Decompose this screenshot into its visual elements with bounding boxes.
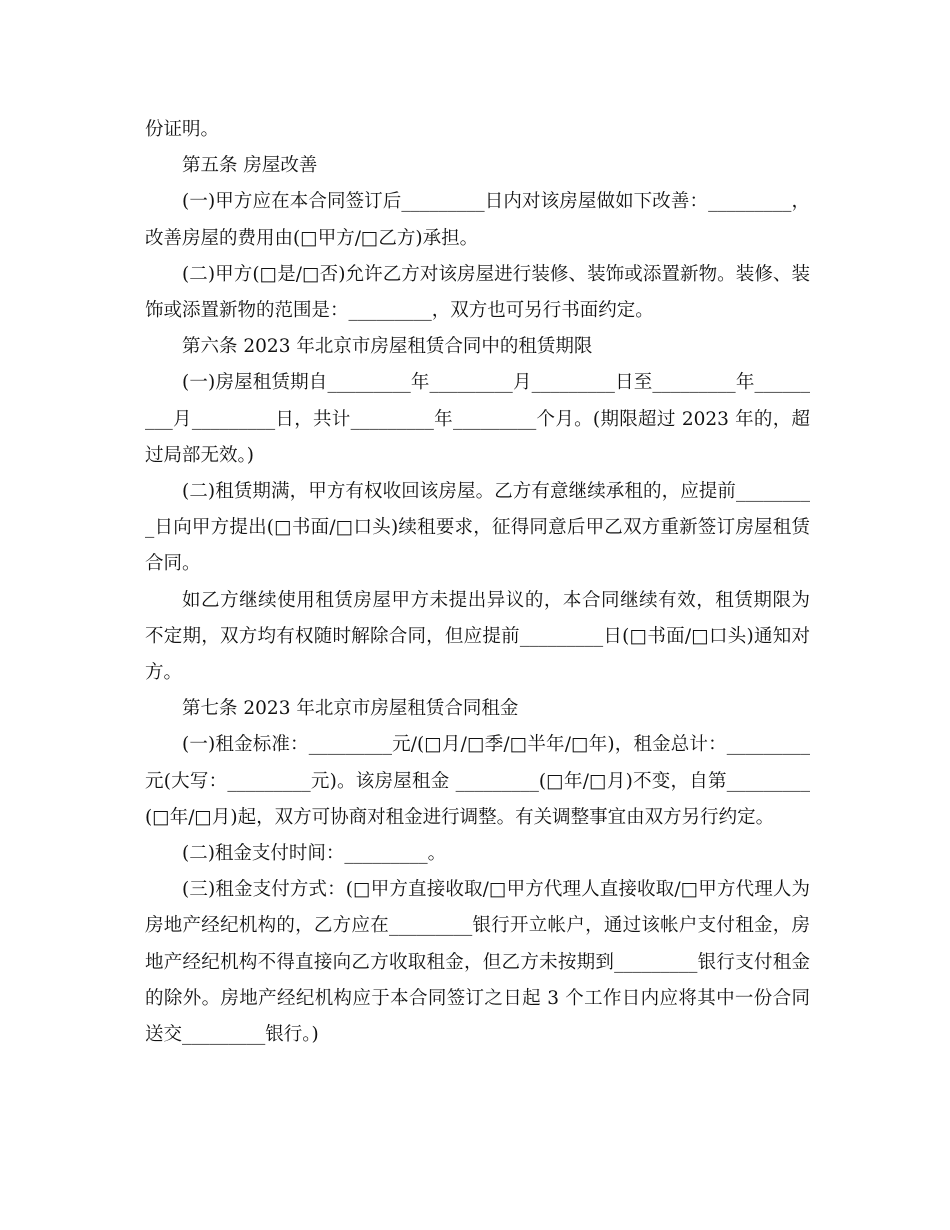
paragraph: 如乙方继续使用租赁房屋甲方未提出异议的，本合同继续有效，租赁期限为不定期，双方均有权随时解除合同，但应提前_________日(□书面/□口头)通知对方。 xyxy=(145,589,810,684)
paragraph: (一)租金标准：_________元/(□月/□季/□半年/□年)，租金总计：_________元(大写：_________元)。该房屋租金 _________(□年/□月)不变，自第_________(□年/□月)起，双方可协商对租金进行调整。有关调整事宜由双方另行约定。 xyxy=(145,734,810,828)
section-heading: 第六条 2023 年北京市房屋租赁合同中的租赁期限 xyxy=(182,336,593,358)
paragraph: (一)房屋租赁期自_________年_________月_________日至_________年_________月_________日，共计_________年_________个月。(期限超过 2023 年的，超过局部无效。) xyxy=(145,372,810,466)
paragraph: (一)甲方应在本合同签订后_________日内对该房屋做如下改善：_________，改善房屋的费用由(□甲方/□乙方)承担。 xyxy=(145,191,810,249)
section-heading: 第七条 2023 年北京市房屋租赁合同租金 xyxy=(182,698,519,720)
document-body xyxy=(145,112,810,1053)
paragraph: (二)租赁期满，甲方有权收回该房屋。乙方有意继续承租的，应提前_________日向甲方提出(□书面/□口头)续租要求，征得同意后甲乙双方重新签订房屋租赁合同。 xyxy=(145,481,810,575)
section-heading: 第五条 房屋改善 xyxy=(182,155,318,177)
paragraph: 份证明。 xyxy=(145,119,220,140)
paragraph: (三)租金支付方式：(□甲方直接收取/□甲方代理人直接收取/□甲方代理人为房地产经纪机构的，乙方应在_________银行开立帐户，通过该帐户支付租金，房地产经纪机构不得直接向乙方收取租金，但乙方未按期到_________银行支付租金的除外。房地产经纪机构应于本合同签订之日起 3 个工作日内应将其中一份合同送交_________银行。) xyxy=(145,879,810,1046)
paragraph: (二)租金支付时间：_________。 xyxy=(182,843,447,865)
paragraph: (二)甲方(□是/□否)允许乙方对该房屋进行装修、装饰或添置新物。装修、装饰或添置新物的范围是：_________，双方也可另行书面约定。 xyxy=(145,263,810,322)
